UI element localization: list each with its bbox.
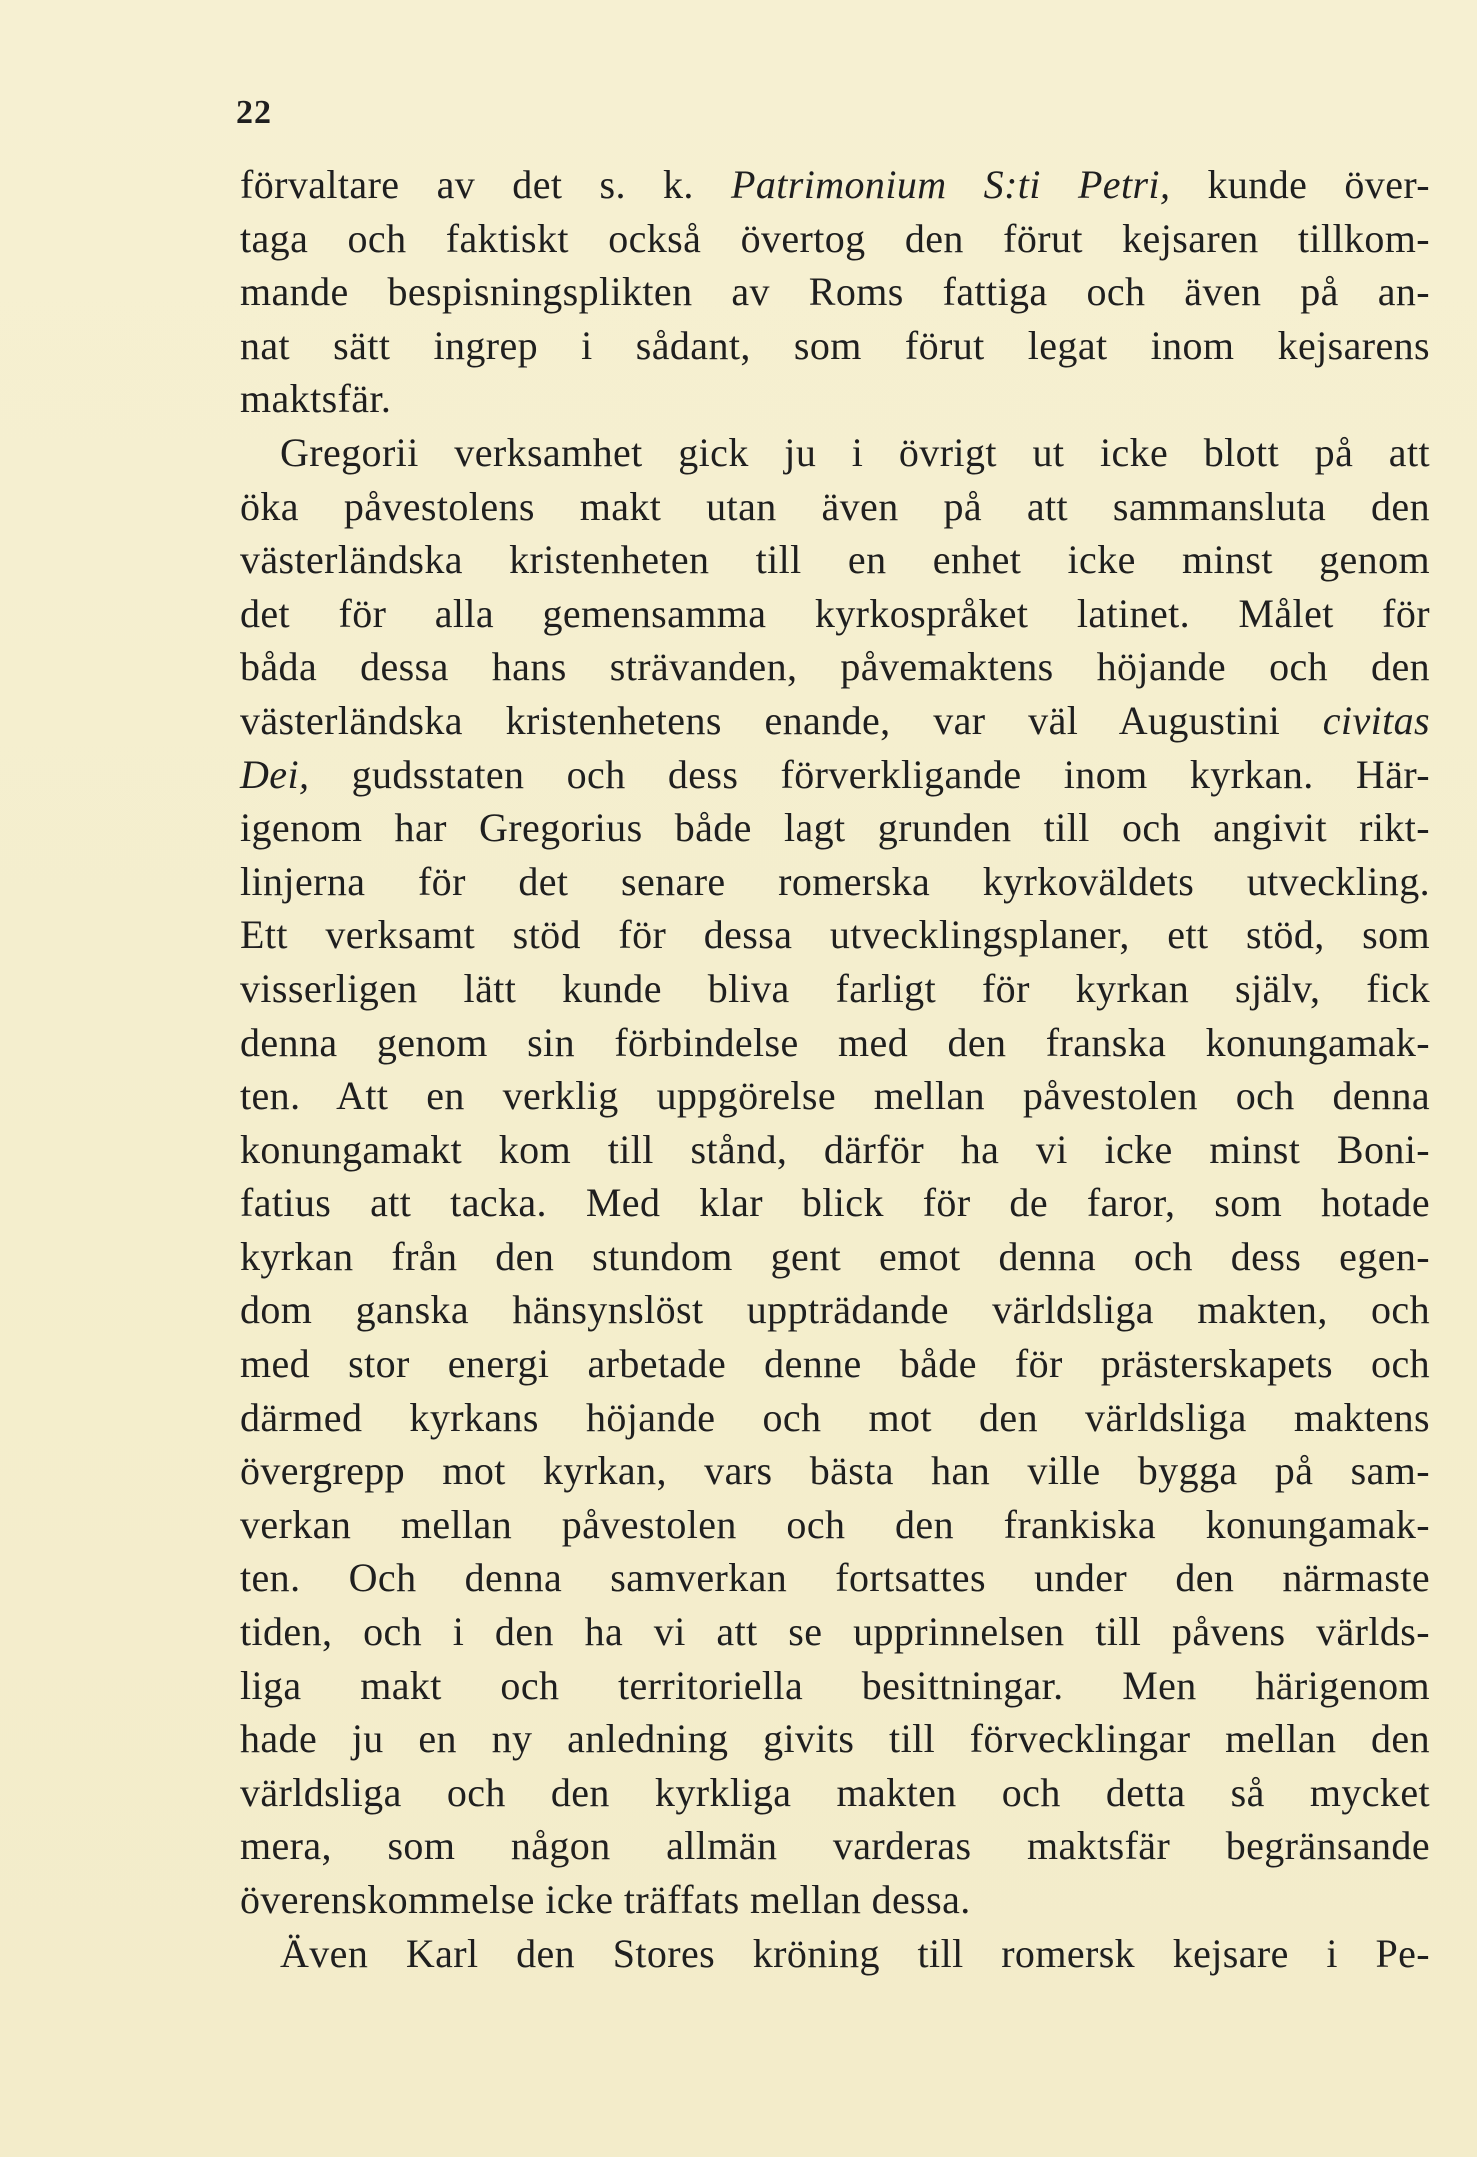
text-run: taga och faktiskt också övertog den förut kejsaren tillkom- — [240, 215, 1430, 261]
text-run: mande bespisningsplikten av Roms fattiga och även på an- — [240, 269, 1430, 315]
text-run: verkan mellan påvestolen och den frankiska konungamak- — [240, 1501, 1430, 1547]
text-line — [240, 1819, 1430, 1873]
text-run: visserligen lätt kunde bliva farligt för kyrkan själv, fick — [240, 965, 1430, 1011]
italic-text: Patrimonium S:ti Petri, — [731, 162, 1171, 207]
text-run: igenom har Gregorius både lagt grunden till och angivit rikt- — [240, 805, 1430, 851]
text-line — [240, 319, 1430, 373]
italic-text: civitas — [1322, 697, 1430, 743]
text-run: det för alla gemensamma kyrkospråket latinet. Målet för — [240, 590, 1430, 636]
text-run: konungamakt kom till stånd, därför ha vi icke minst Boni- — [240, 1126, 1430, 1172]
text-line — [240, 1016, 1430, 1070]
text-line — [240, 1230, 1430, 1284]
text-run: hade ju en ny anledning givits till förvecklingar mellan den — [240, 1716, 1430, 1762]
text-run: därmed kyrkans höjande och mot den världsliga maktens — [240, 1394, 1430, 1440]
text-run: överenskommelse icke träffats mellan dessa. — [240, 1877, 971, 1922]
text-run: ten. Att en verklig uppgörelse mellan påvestolen och denna — [240, 1073, 1430, 1119]
text-run: med stor energi arbetade denne både för prästerskapets och — [240, 1341, 1430, 1387]
body-text — [240, 158, 1430, 1980]
text-run: mera, som någon allmän varderas maktsfär begränsande — [240, 1823, 1430, 1869]
text-line — [240, 962, 1430, 1016]
text-line — [240, 1498, 1430, 1552]
text-run: världsliga och den kyrkliga makten och detta så mycket — [240, 1769, 1430, 1815]
text-run: nat sätt ingrep i sådant, som förut legat inom kejsarens — [240, 322, 1430, 368]
text-line — [240, 1337, 1430, 1391]
text-run: västerländska kristenheten till en enhet icke minst genom — [240, 537, 1430, 583]
text-line — [240, 801, 1430, 855]
italic-text: Dei, — [240, 751, 310, 797]
text-run: Ett verksamt stöd för dessa utvecklingsplaner, ett stöd, som — [240, 912, 1430, 958]
text-line — [240, 1927, 1430, 1981]
text-line — [240, 1176, 1430, 1230]
text-line — [240, 1391, 1430, 1445]
text-run: ten. Och denna samverkan fortsattes under den närmaste — [240, 1555, 1430, 1601]
text-line — [240, 1873, 1430, 1927]
text-run: båda dessa hans strävanden, påvemaktens höjande och den — [240, 644, 1430, 690]
text-line — [240, 855, 1430, 909]
text-run: öka påvestolens makt utan även på att sammansluta den — [240, 483, 1430, 529]
text-run: fatius att tacka. Med klar blick för de faror, som hotade — [240, 1180, 1430, 1226]
text-run: linjerna för det senare romerska kyrkoväldets utveckling. — [240, 858, 1430, 904]
text-line — [240, 1605, 1430, 1659]
text-line — [240, 908, 1430, 962]
text-run: övergrepp mot kyrkan, vars bästa han ville bygga på sam- — [240, 1448, 1430, 1494]
text-line — [240, 212, 1430, 266]
text-line — [240, 265, 1430, 319]
text-run: dom ganska hänsynslöst uppträdande världsliga makten, och — [240, 1287, 1430, 1333]
text-line — [240, 1712, 1430, 1766]
text-run: liga makt och territoriella besittningar. Men härigenom — [240, 1662, 1430, 1708]
text-line — [240, 587, 1430, 641]
text-line — [240, 694, 1430, 748]
text-run: kyrkan från den stundom gent emot denna och dess egen- — [240, 1233, 1430, 1279]
text-run: maktsfär. — [240, 376, 392, 422]
text-line — [240, 1766, 1430, 1820]
text-line — [240, 1283, 1430, 1337]
text-line — [240, 372, 1430, 426]
text-run: tiden, och i den ha vi att se upprinnelsen till påvens världs- — [240, 1609, 1430, 1655]
text-line — [240, 426, 1430, 480]
text-run: denna genom sin förbindelse med den franska konungamak- — [240, 1019, 1430, 1065]
text-run: gudsstaten och dess förverkligande inom kyrkan. Här- — [309, 751, 1430, 797]
text-run: Gregorii verksamhet gick ju i övrigt ut icke blott på att — [280, 429, 1430, 475]
text-line — [240, 1659, 1430, 1713]
text-line — [240, 533, 1430, 587]
text-line — [240, 480, 1430, 534]
text-line — [240, 1123, 1430, 1177]
text-line — [240, 748, 1430, 802]
text-run: förvaltare av det s. k. — [240, 162, 731, 207]
text-line — [240, 1444, 1430, 1498]
text-run: västerländska kristenhetens enande, var väl Augustini — [240, 697, 1323, 743]
text-line — [240, 1551, 1430, 1605]
page-number: 22 — [236, 94, 272, 131]
text-run: kunde över- — [1170, 162, 1430, 207]
text-run: Även Karl den Stores kröning till romersk kejsare i Pe- — [280, 1930, 1430, 1976]
text-line — [240, 640, 1430, 694]
text-line — [240, 1069, 1430, 1123]
text-line — [240, 158, 1430, 212]
